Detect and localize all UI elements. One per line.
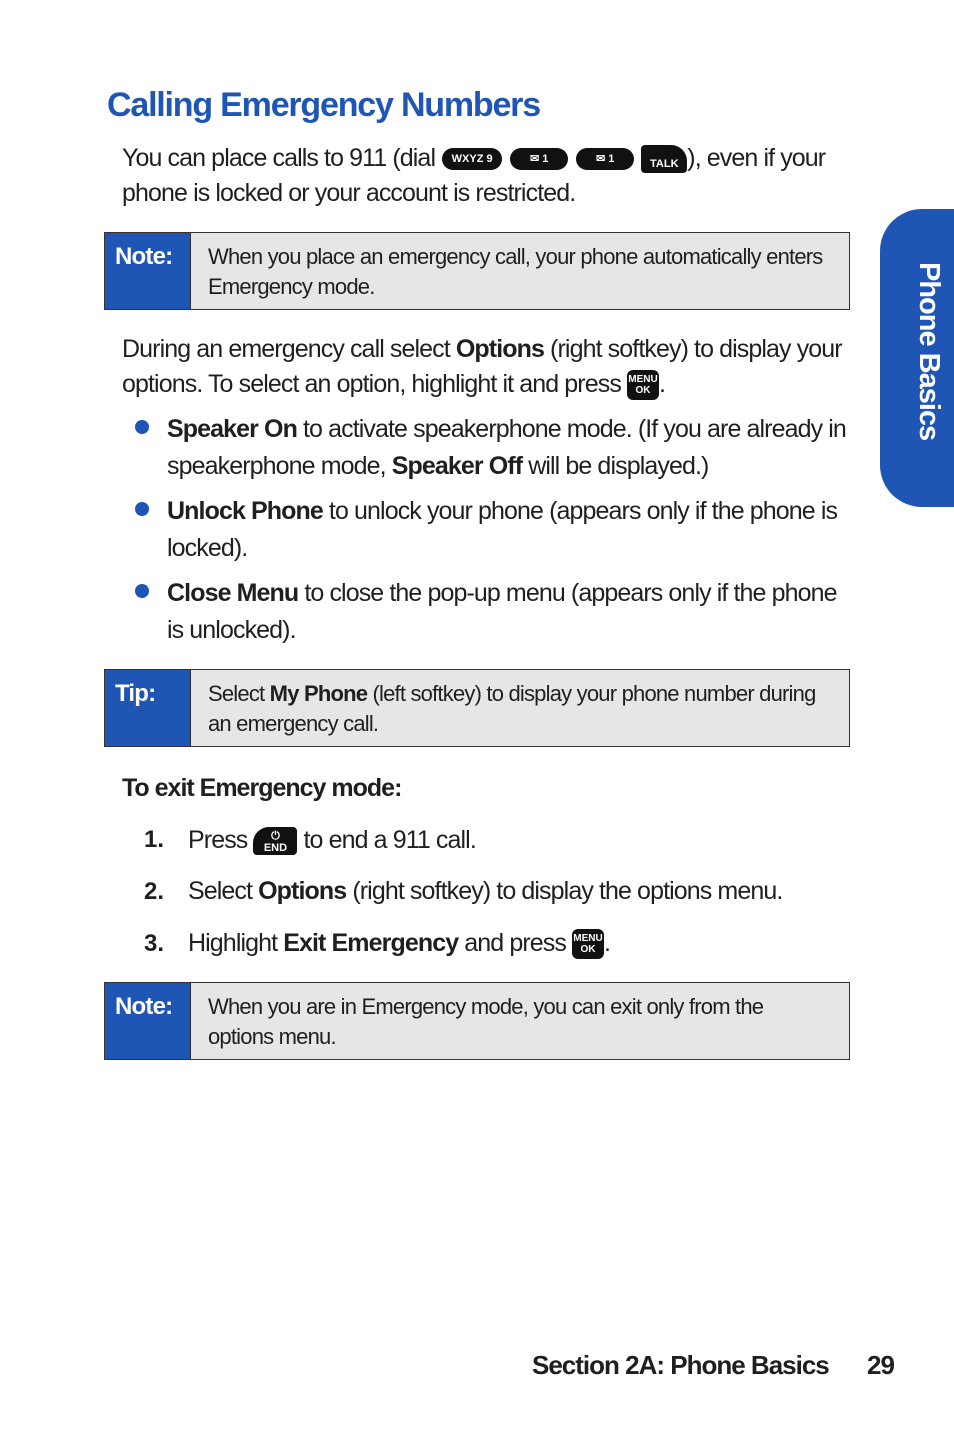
note-label: Note: (105, 983, 190, 1059)
intro-paragraph (122, 141, 862, 211)
bullet-icon (135, 584, 149, 598)
note-box (104, 232, 850, 310)
options-text-2: (right softkey) to display your options. To select an option, highlight it and press (122, 335, 842, 398)
tip-label: Tip: (105, 670, 190, 746)
options-text-1: During an emergency call select (122, 335, 456, 363)
page-number: 29 (867, 1350, 894, 1380)
bullet-speaker-on: Speaker On to activate speakerphone mode. (If you are already in speakerphone mode, Speaker Off will be displayed.) (167, 415, 846, 480)
step-number: 3. (144, 930, 165, 957)
exit-heading: To exit Emergency mode: (122, 774, 402, 802)
options-text-3: . (658, 370, 666, 398)
menu-ok-key-icon: MENU OK (627, 370, 659, 400)
end-key-icon: ⏻ END (253, 827, 297, 855)
key-1-icon: ✉ 1 (576, 148, 634, 170)
key-9-icon: WXYZ 9 (442, 148, 502, 170)
note-label: Note: (105, 233, 190, 309)
options-paragraph (122, 332, 842, 402)
step-1: Press ⏻ END to end a 911 call. (188, 826, 476, 855)
intro-text-2: ), even if your phone is locked or your account is restricted. (122, 144, 826, 207)
bullet-close-menu: Close Menu to close the pop-up menu (appears only if the phone is unlocked). (167, 579, 837, 644)
tip-text: Select My Phone (left softkey) to display your phone number during an emergency call. (190, 670, 849, 746)
key-1-icon: ✉ 1 (510, 148, 568, 170)
talk-key-icon: TALK (641, 145, 687, 173)
note-text: When you place an emergency call, your phone automatically enters Emergency mode. (190, 233, 849, 309)
step-number: 1. (144, 826, 165, 853)
options-bold: Options (455, 335, 545, 363)
bullet-icon (135, 420, 149, 434)
note-text: When you are in Emergency mode, you can exit only from the options menu. (190, 983, 849, 1059)
bullet-icon (135, 502, 149, 516)
intro-text-1: You can place calls to 911 (dial (122, 144, 442, 172)
step-number: 2. (144, 878, 165, 905)
step-2: Select Options (right softkey) to display the options menu. (188, 877, 783, 905)
section-tab-label: Phone Basics (913, 262, 945, 441)
page-title: Calling Emergency Numbers (107, 86, 540, 124)
step-3: Highlight Exit Emergency and press MENU OK . (188, 927, 610, 959)
tip-box (104, 669, 850, 747)
menu-ok-key-icon: MENU OK (572, 929, 604, 959)
footer-section: Section 2A: Phone Basics (532, 1350, 829, 1380)
bullet-unlock-phone: Unlock Phone to unlock your phone (appears only if the phone is locked). (167, 497, 838, 562)
note-box-2 (104, 982, 850, 1060)
